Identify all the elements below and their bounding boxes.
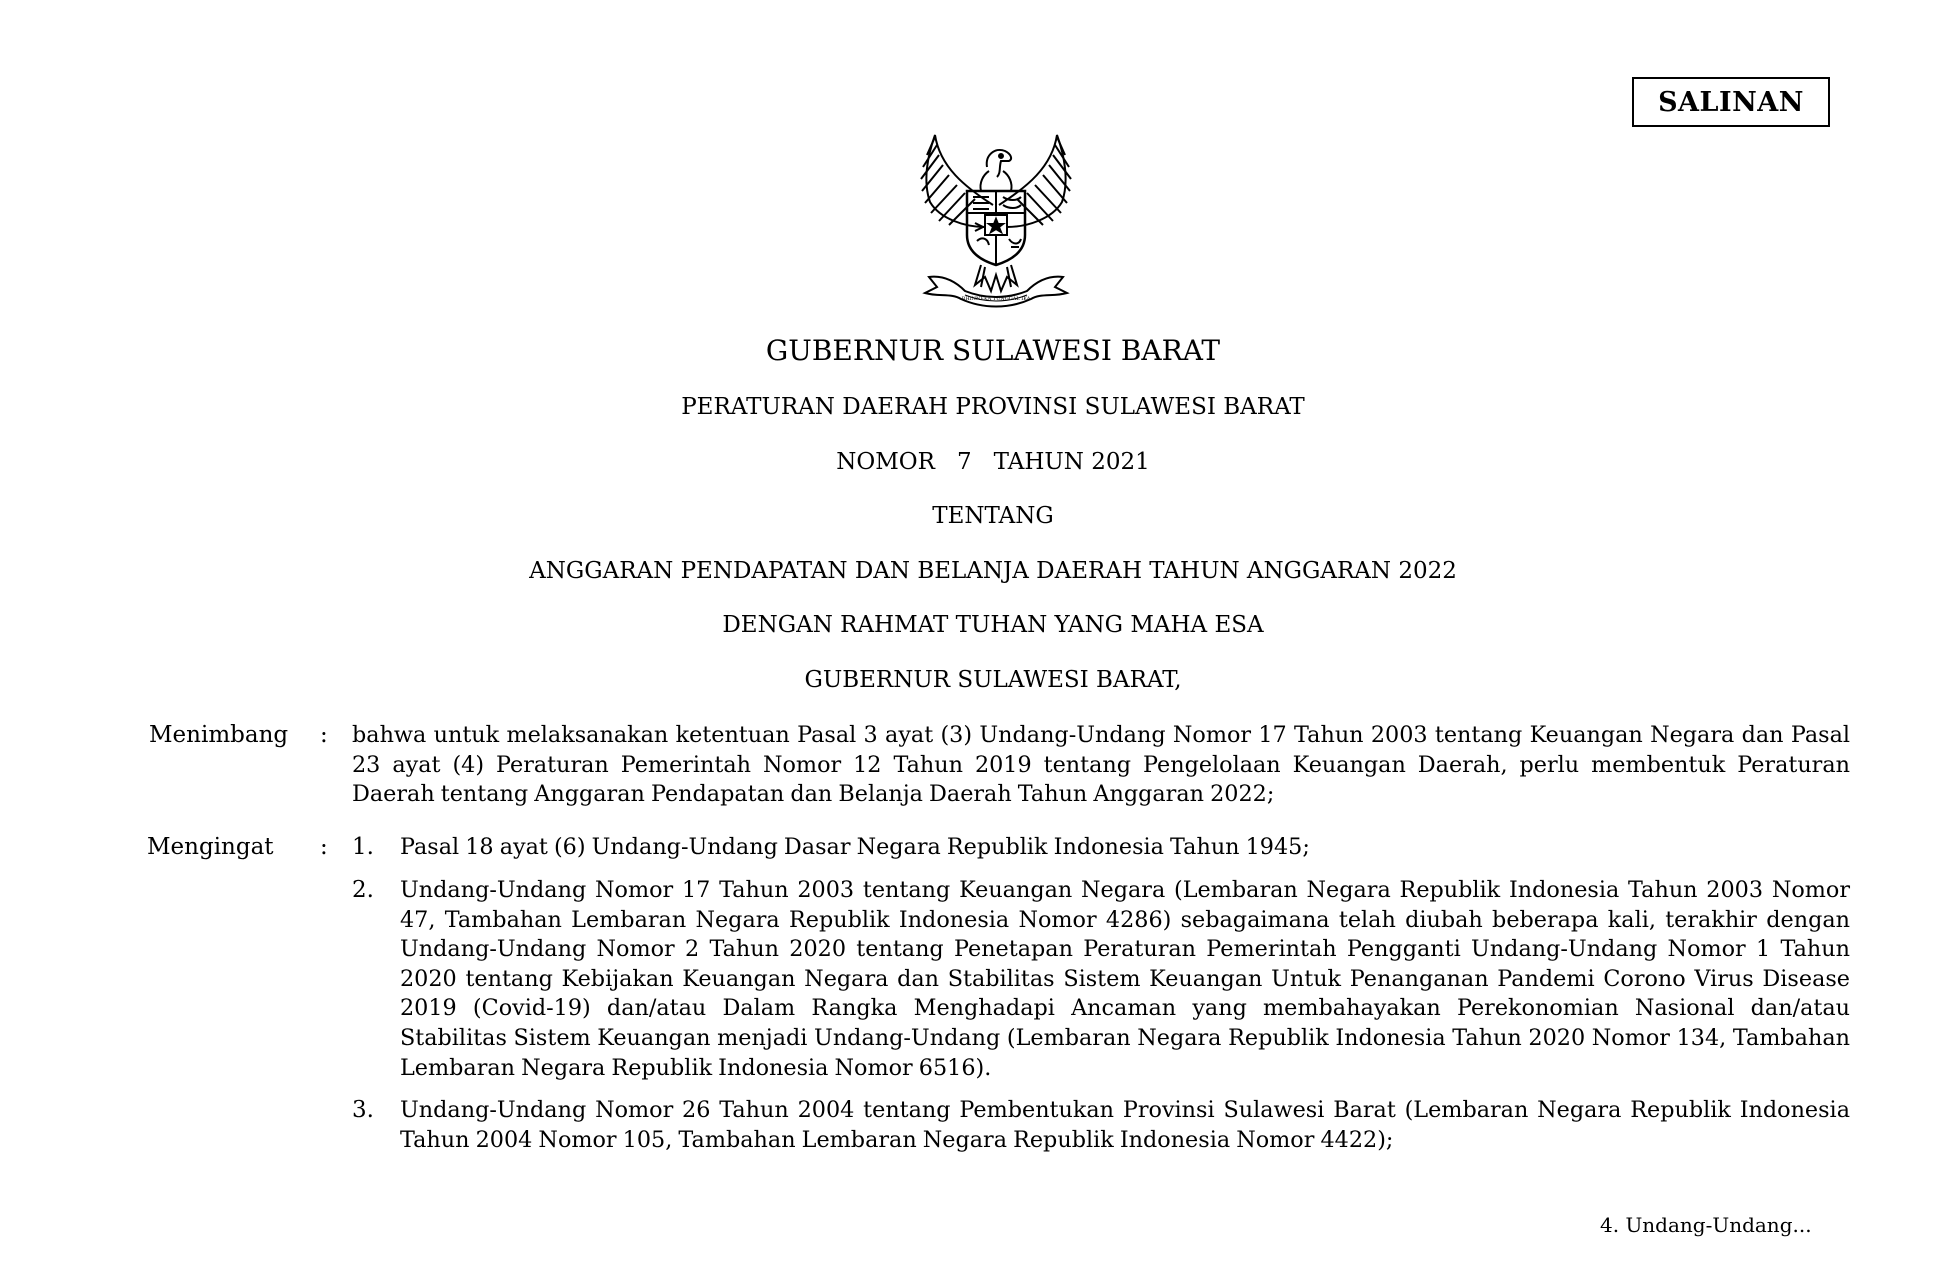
emblem-motto: BHINNEKA TUNGGAL IKA (961, 296, 1031, 302)
regulation-subject: ANGGARAN PENDAPATAN DAN BELANJA DAERAH TAHUN ANGGARAN 2022 (529, 558, 1457, 584)
issuer-line: GUBERNUR SULAWESI BARAT, (804, 667, 1182, 693)
mengingat-item-1-number: 1. (352, 834, 374, 860)
blessing-line: DENGAN RAHMAT TUHAN YANG MAHA ESA (722, 612, 1264, 638)
mengingat-item-3-number: 3. (352, 1097, 374, 1123)
nomor-value: 7 (956, 449, 972, 475)
salinan-stamp: SALINAN (1632, 77, 1830, 127)
menimbang-label: Menimbang (149, 722, 289, 748)
regulation-number (0, 449, 1950, 475)
tahun-label: TAHUN 2021 (993, 449, 1150, 475)
menimbang-colon: : (320, 722, 328, 748)
mengingat-label: Mengingat (147, 834, 274, 860)
mengingat-colon: : (320, 834, 328, 860)
about-heading: TENTANG (932, 503, 1054, 529)
mengingat-item-3-text: Undang-Undang Nomor 26 Tahun 2004 tentang Pembentukan Provinsi Sulawesi Barat (Lembaran Negara Republik Indonesia Tahun 2004 Nomor 105, Tambahan Lembaran Negara Republik Indonesia Nomor 4422); (400, 1097, 1850, 1153)
next-page-catchword: 4. Undang-Undang... (1600, 1213, 1812, 1237)
mengingat-item-2-number: 2. (352, 877, 374, 903)
mengingat-item-2-text: Undang-Undang Nomor 17 Tahun 2003 tentang Keuangan Negara (Lembaran Negara Republik Indonesia Tahun 2003 Nomor 47, Tambahan Lembaran Negara Republik Indonesia Nomor 4286) sebagaimana telah diubah beberapa kali, terakhir dengan Undang-Undang Nomor 2 Tahun 2020 tentang Penetapan Peraturan Pemerintah Pengganti Undang-Undang Nomor 1 Tahun 2020 tentang Kebijakan Keuangan Negara dan Stabilitas Sistem Keuangan Untuk Penanganan Pandemi Corono Virus Disease 2019 (Covid-19) dan/atau Dalam Rangka Menghadapi Ancaman yang membahayakan Perekonomian Nasional dan/atau Stabilitas Sistem Keuangan menjadi Undang-Undang (Lembaran Negara Republik Indonesia Tahun 2020 Nomor 134, Tambahan Lembaran Negara Republik Indonesia Nomor 6516). (400, 877, 1850, 1081)
regulation-title: PERATURAN DAERAH PROVINSI SULAWESI BARAT (681, 394, 1305, 420)
mengingat-item-1-text: Pasal 18 ayat (6) Undang-Undang Dasar Negara Republik Indonesia Tahun 1945; (400, 834, 1310, 860)
garuda-pancasila-emblem-icon (905, 127, 1087, 312)
office-title: GUBERNUR SULAWESI BARAT (765, 334, 1221, 367)
nomor-label: NOMOR (836, 449, 935, 475)
menimbang-text: bahwa untuk melaksanakan ketentuan Pasal 3 ayat (3) Undang-Undang Nomor 17 Tahun 2003 tentang Keuangan Negara dan Pasal 23 ayat (4) Peraturan Pemerintah Nomor 12 Tahun 2019 tentang Pengelolaan Keuangan Daerah, perlu membentuk Peraturan Daerah tentang Anggaran Pendapatan dan Belanja Daerah Tahun Anggaran 2022; (352, 722, 1850, 808)
